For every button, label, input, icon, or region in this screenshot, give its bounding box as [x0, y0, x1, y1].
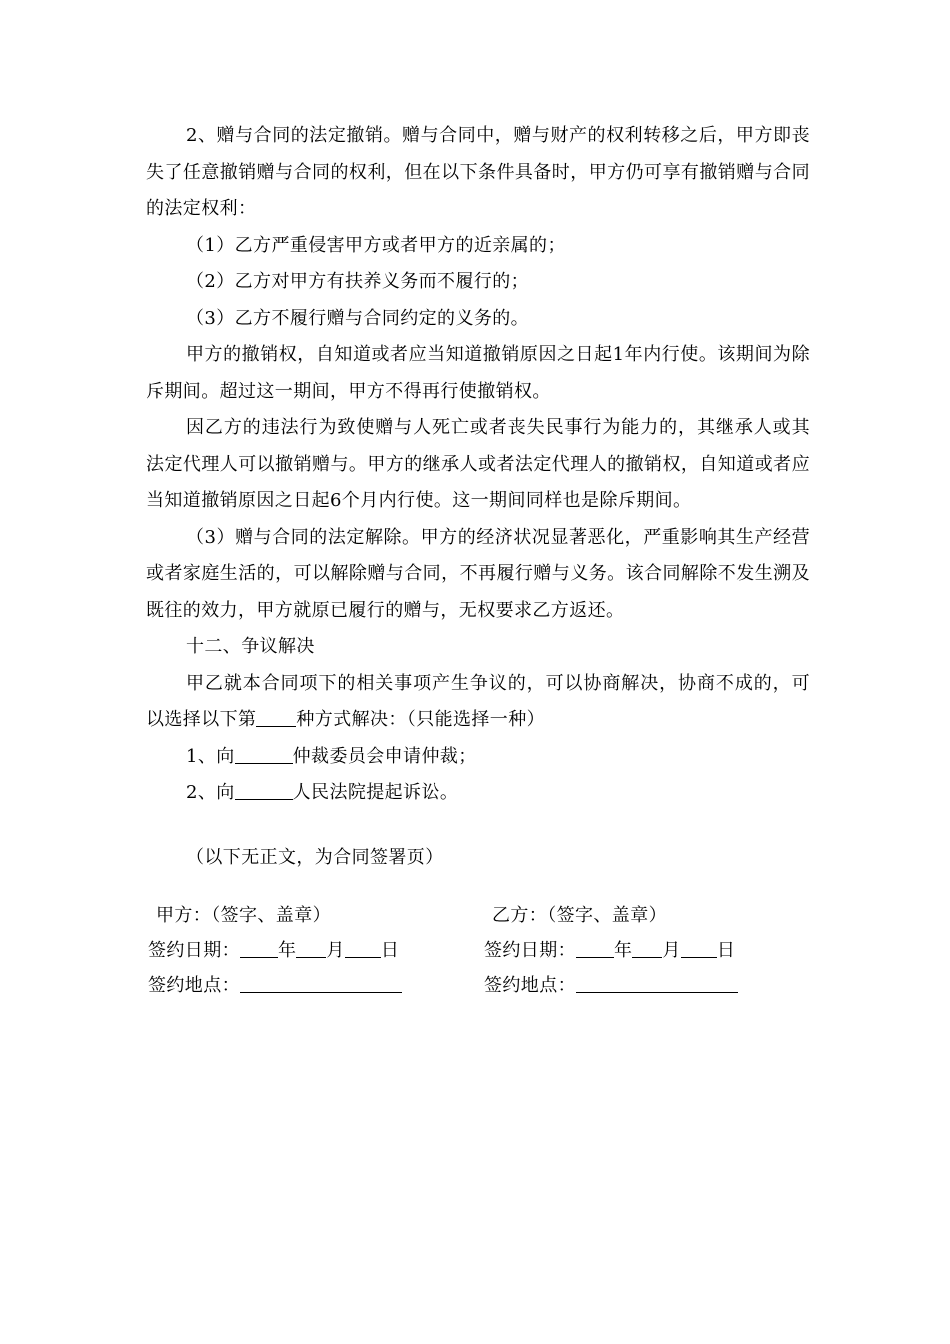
date-label: 签约日期： [484, 940, 576, 961]
condition-item-3: （3）乙方不履行赠与合同约定的义务的。 [186, 307, 530, 329]
party-b-date-row [484, 933, 784, 968]
place-label: 签约地点： [148, 975, 240, 996]
dispute-paragraph [146, 666, 810, 739]
day-label: 日 [380, 940, 400, 961]
date-label: 签约日期： [148, 940, 240, 961]
court-name-blank[interactable] [235, 781, 293, 800]
dispute-text-after: 种方式解决：（只能选择一种） [296, 709, 546, 730]
party-b-place-blank[interactable] [576, 974, 738, 993]
party-a-year-blank[interactable] [240, 939, 278, 958]
year-label: 年 [614, 940, 633, 961]
heir-revocation-paragraph: 因乙方的违法行为致使赠与人死亡或者丧失民事行为能力的，其继承人或其法定代理人可以撤销赠与。甲方的继承人或者法定代理人的撤销权，自知道或者应当知道撤销原因之日起6个月内行使。这一期间同样也是除斥期间。 [146, 417, 810, 511]
party-b-month-blank[interactable] [632, 939, 662, 958]
arbitration-commission-blank[interactable] [235, 745, 293, 764]
party-a-date-row [148, 933, 448, 968]
method-number-blank[interactable] [256, 708, 296, 727]
option-2-suffix: 人民法院提起诉讼。 [292, 782, 459, 803]
party-b-signature-block [484, 898, 784, 1003]
party-b-year-blank[interactable] [576, 939, 614, 958]
option-1-prefix: 1、向 [186, 745, 235, 767]
contract-body [146, 118, 810, 812]
dispute-text-before: 甲乙就本合同项下的相关事项产生争议的，可以协商解决，协商不成的，可以选择以下第 [146, 672, 810, 730]
party-a-signature-block [148, 898, 448, 1003]
revocation-paragraph: 2、赠与合同的法定撤销。赠与合同中，赠与财产的权利转移之后，甲方即丧失了任意撤销赠与合同的权利，但在以下条件具备时，甲方仍可享有撤销赠与合同的法定权利： [146, 125, 810, 219]
year-label: 年 [278, 940, 297, 961]
condition-item-2: （2）乙方对甲方有扶养义务而不履行的； [186, 271, 530, 292]
no-body-notice: （以下无正文，为合同签署页） [186, 847, 444, 868]
dispute-heading: 十二、争议解决 [186, 636, 315, 657]
dispute-option-2 [146, 775, 810, 812]
party-a-month-blank[interactable] [296, 939, 326, 958]
place-label: 签约地点： [484, 975, 576, 996]
party-a-day-blank[interactable] [345, 939, 381, 958]
day-label: 日 [716, 940, 736, 961]
party-a-place-blank[interactable] [240, 974, 402, 993]
party-a-place-row [148, 968, 448, 1003]
legal-termination-paragraph: （3）赠与合同的法定解除。甲方的经济状况显著恶化，严重影响其生产经营或者家庭生活的，可以解除赠与合同，不再履行赠与义务。该合同解除不发生溯及既往的效力，甲方就原已履行的赠与，无权要求乙方返还。 [146, 526, 810, 621]
party-b-place-row [484, 968, 784, 1003]
condition-item-1: （1）乙方严重侵害甲方或者甲方的近亲属的； [186, 234, 566, 256]
option-2-prefix: 2、向 [186, 782, 235, 803]
month-label: 月 [326, 940, 345, 961]
party-b-day-blank[interactable] [681, 939, 717, 958]
month-label: 月 [662, 940, 681, 961]
option-1-suffix: 仲裁委员会申请仲裁； [292, 745, 477, 767]
dispute-option-1 [146, 739, 810, 776]
revocation-period-paragraph: 甲方的撤销权，自知道或者应当知道撤销原因之日起1年内行使。该期间为除斥期间。超过这一期间，甲方不得再行使撤销权。 [146, 344, 810, 402]
party-b-label: 乙方：（签字、盖章） [492, 905, 667, 926]
party-a-label: 甲方：（签字、盖章） [156, 905, 331, 926]
